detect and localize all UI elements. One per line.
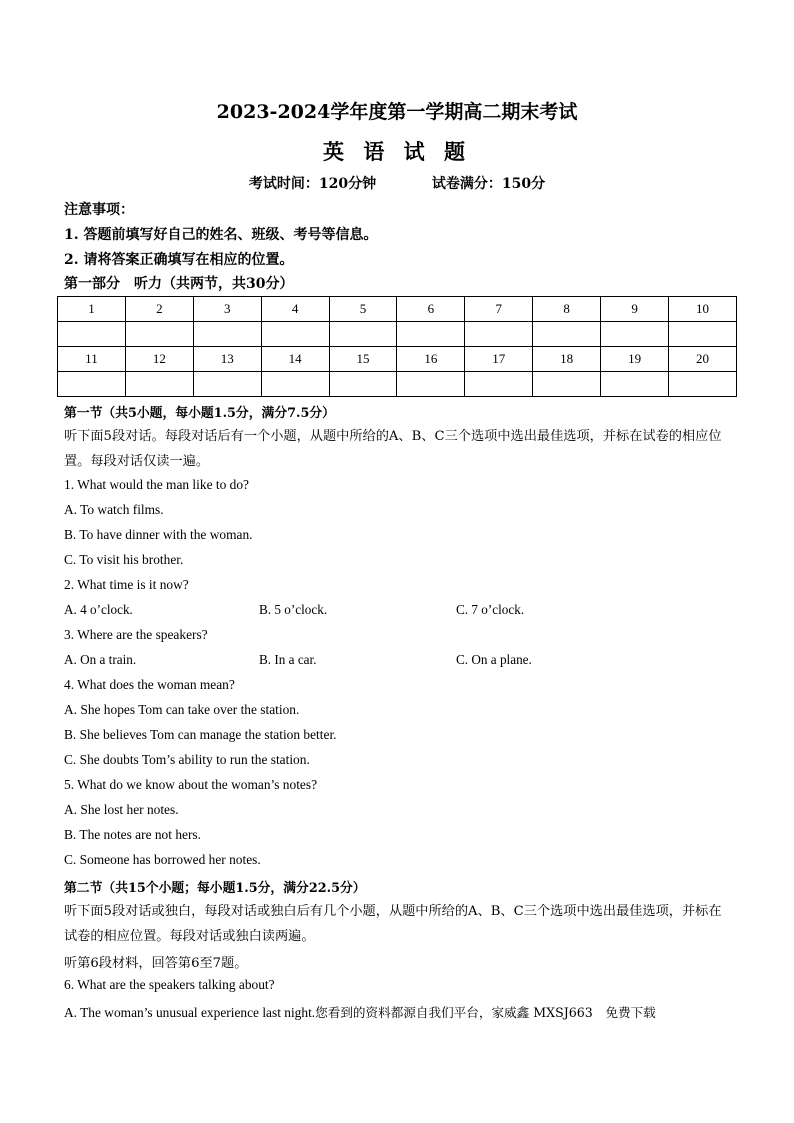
answer-number: 4 [261, 297, 329, 322]
section1-instructions: 听下面5段对话。每段对话后有一个小题，从题中所给的A、B、C三个选项中选出最佳选项，并标在试卷的相应位置。每段对话仅读一遍。 [64, 429, 722, 469]
question-stem: 6. What are the speakers talking about? [64, 977, 275, 992]
exam-subject: 英 语 试 题 [323, 139, 471, 164]
answer-cell[interactable] [125, 372, 193, 397]
question-stem: 5. What do we know about the woman’s notes? [64, 777, 318, 792]
part1-heading: 第一部分 听力（共两节，共30分） [64, 276, 294, 292]
answer-number-row [58, 297, 737, 322]
option: C. Someone has borrowed her notes. [64, 852, 261, 867]
exam-score: 试卷满分：150分 [431, 176, 546, 192]
answer-cell[interactable] [193, 372, 261, 397]
answer-number: 15 [329, 347, 397, 372]
option: A. 4 o’clock. [64, 602, 133, 617]
answer-number: 8 [533, 297, 601, 322]
question-stem: 1. What would the man like to do? [64, 477, 249, 492]
note-item: 1. 答题前填写好自己的姓名、班级、考号等信息。 [64, 227, 378, 243]
answer-number: 11 [58, 347, 126, 372]
section2-heading: 第二节（共15个小题；每小题1.5分，满分22.5分） [64, 881, 366, 896]
question-stem: 3. Where are the speakers? [64, 627, 208, 642]
option: B. The notes are not hers. [64, 827, 201, 842]
answer-number: 9 [601, 297, 669, 322]
option: C. To visit his brother. [64, 552, 184, 567]
answer-grid [57, 296, 737, 397]
question-stem: 2. What time is it now? [64, 577, 189, 592]
note-item: 2. 请将答案正确填写在相应的位置。 [64, 252, 294, 268]
answer-number: 14 [261, 347, 329, 372]
answer-cell[interactable] [193, 322, 261, 347]
answer-number: 16 [397, 347, 465, 372]
option: A. To watch films. [64, 502, 164, 517]
answer-cell[interactable] [261, 372, 329, 397]
answer-number-row [58, 347, 737, 372]
answer-cell[interactable] [533, 372, 601, 397]
question-stem: 4. What does the woman mean? [64, 677, 235, 692]
option: C. On a plane. [456, 652, 532, 667]
exam-title: 2023-2024学年度第一学期高二期末考试 [216, 101, 578, 123]
option: A. On a train. [64, 652, 137, 667]
answer-cell[interactable] [601, 372, 669, 397]
answer-number: 7 [465, 297, 533, 322]
answer-number: 13 [193, 347, 261, 372]
answer-cell[interactable] [669, 322, 737, 347]
option: A. She lost her notes. [64, 802, 179, 817]
section2-instructions: 听下面5段对话或独白，每段对话或独白后有几个小题，从题中所给的A、B、C三个选项中选出最佳选项，并标在试卷的相应位置。每段对话或独白读两遍。 [64, 904, 722, 944]
option: B. In a car. [259, 652, 317, 667]
answer-blank-row [58, 322, 737, 347]
answer-number: 12 [125, 347, 193, 372]
answer-cell[interactable] [601, 322, 669, 347]
material-note: 听第6段材料，回答第6至7题。 [64, 956, 248, 971]
answer-number: 6 [397, 297, 465, 322]
watermark-text: 您看到的资料都源自我们平台，家威鑫 MXSJ663 免费下载 [315, 1005, 656, 1020]
option: B. 5 o’clock. [259, 602, 328, 617]
option: C. 7 o’clock. [456, 602, 525, 617]
answer-cell[interactable] [465, 372, 533, 397]
option: A. The woman’s unusual experience last night. [64, 1005, 316, 1020]
answer-number: 10 [669, 297, 737, 322]
option: A. She hopes Tom can take over the station. [64, 702, 300, 717]
option: B. To have dinner with the woman. [64, 527, 253, 542]
exam-time: 考试时间：120分钟 [248, 176, 377, 192]
answer-cell[interactable] [329, 322, 397, 347]
answer-cell[interactable] [329, 372, 397, 397]
answer-number: 3 [193, 297, 261, 322]
option-line [64, 1002, 656, 1021]
answer-cell[interactable] [58, 372, 126, 397]
answer-number: 17 [465, 347, 533, 372]
answer-cell[interactable] [397, 322, 465, 347]
answer-number: 1 [58, 297, 126, 322]
answer-cell[interactable] [533, 322, 601, 347]
answer-cell[interactable] [465, 322, 533, 347]
option: C. She doubts Tom’s ability to run the station. [64, 752, 310, 767]
answer-number: 2 [125, 297, 193, 322]
answer-cell[interactable] [669, 372, 737, 397]
answer-cell[interactable] [397, 372, 465, 397]
notes-heading: 注意事项： [64, 202, 134, 218]
answer-cell[interactable] [261, 322, 329, 347]
option: B. She believes Tom can manage the station better. [64, 727, 337, 742]
answer-number: 5 [329, 297, 397, 322]
answer-number: 18 [533, 347, 601, 372]
exam-info [0, 173, 794, 193]
answer-cell[interactable] [58, 322, 126, 347]
answer-cell[interactable] [125, 322, 193, 347]
section1-heading: 第一节（共5小题，每小题1.5分，满分7.5分） [64, 406, 335, 421]
answer-blank-row [58, 372, 737, 397]
answer-number: 19 [601, 347, 669, 372]
answer-number: 20 [669, 347, 737, 372]
